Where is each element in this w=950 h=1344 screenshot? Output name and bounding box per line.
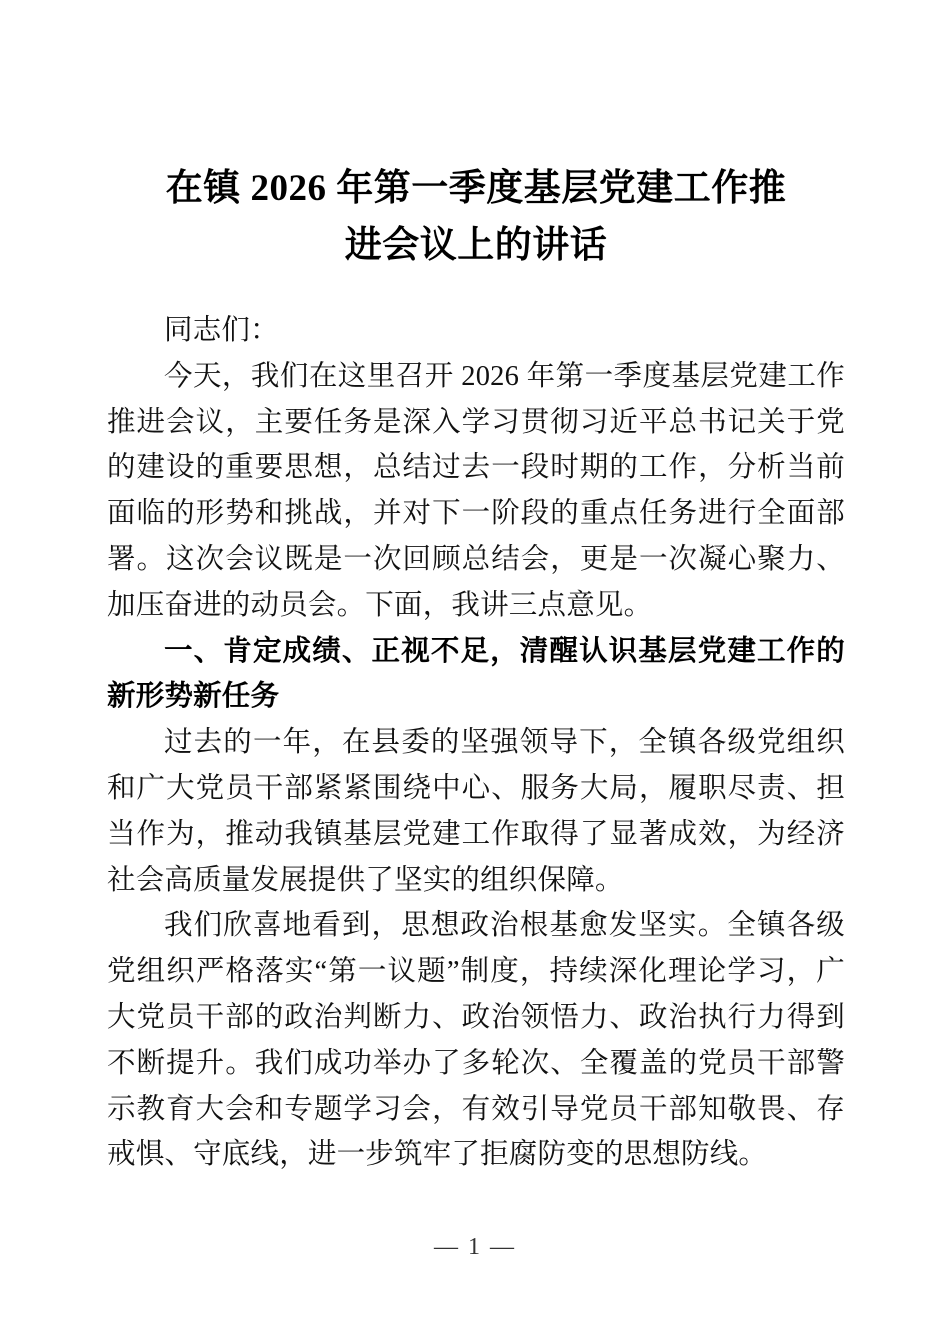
document-content — [107, 160, 845, 1178]
document-title — [107, 160, 845, 274]
document-body — [107, 308, 845, 1178]
salutation: 同志们： — [164, 315, 279, 346]
paragraph-intro: 今天，我们在这里召开 2026 年第一季度基层党建工作推进会议，主要任务是深入学习贯彻习近平总书记关于党的建设的重要思想，总结过去一段时期的工作，分析当前面临的形势和挑战，并对下一阶段的重点任务进行全面部署。这次会议既是一次回顾总结会，更是一次凝心聚力、加压奋进的动员会。下面，我讲三点意见。 — [107, 360, 845, 621]
document-title-line-1: 在镇 2026 年第一季度基层党建工作推 — [165, 168, 787, 209]
section-heading-1: 一、肯定成绩、正视不足，清醒认识基层党建工作的新形势新任务 — [107, 634, 845, 713]
page-number-marker: — 1 — — [434, 1234, 516, 1260]
paragraph-body-1: 过去的一年，在县委的坚强领导下，全镇各级党组织和广大党员干部紧紧围绕中心、服务大局，履职尽责、担当作为，推动我镇基层党建工作取得了显著成效，为经济社会高质量发展提供了坚实的组织保障。 — [107, 727, 845, 896]
page-footer — [0, 1232, 950, 1262]
document-title-line-2: 进会议上的讲话 — [344, 225, 608, 266]
paragraph-body-2: 我们欣喜地看到，思想政治根基愈发坚实。全镇各级党组织严格落实“第一议题”制度，持续深化理论学习，广大党员干部的政治判断力、政治领悟力、政治执行力得到不断提升。我们成功举办了多轮次、全覆盖的党员干部警示教育大会和专题学习会，有效引导党员干部知敬畏、存戒惧、守底线，进一步筑牢了拒腐防变的思想防线。 — [107, 910, 845, 1171]
